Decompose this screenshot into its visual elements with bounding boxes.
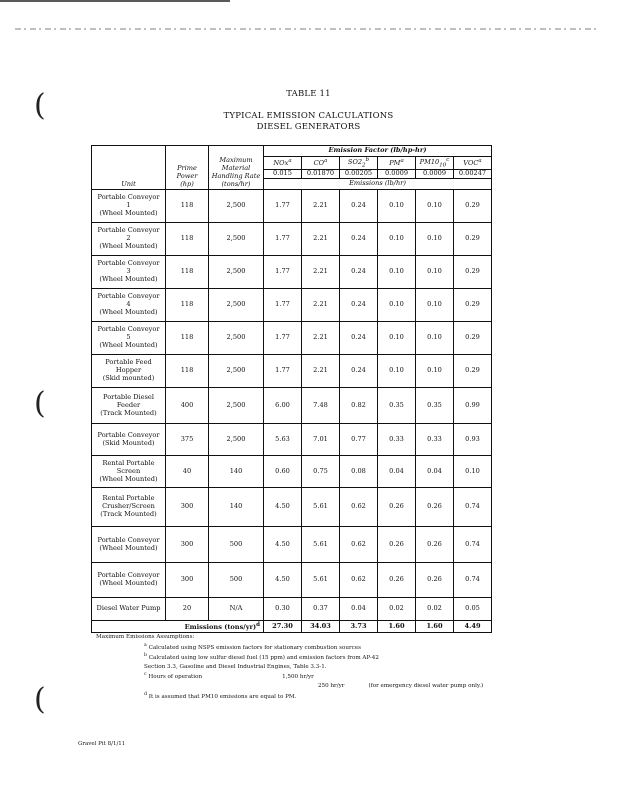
punch-hole-mark: ( xyxy=(34,682,46,717)
emission-nox-cell: 0.60 xyxy=(264,456,302,488)
table-row xyxy=(92,527,492,563)
prime-power-cell: 40 xyxy=(166,456,209,488)
emission-so2-cell: 0.08 xyxy=(340,456,378,488)
emission-pm-cell: 0.33 xyxy=(378,424,416,456)
max-rate-header-cell xyxy=(209,146,264,190)
unit-name-line: Screen xyxy=(116,466,141,475)
unit-name-line: Crusher/Screen xyxy=(102,502,155,511)
emission-co-cell: 0.37 xyxy=(302,598,340,621)
unit-cell xyxy=(92,289,166,322)
table-row xyxy=(92,190,492,223)
notes-heading: Maximum Emissions Assumptions: xyxy=(96,634,195,640)
unit-name-line: Feeder xyxy=(116,400,141,409)
unit-name-line: 3 xyxy=(126,267,131,276)
unit-name-line: Portable Conveyor xyxy=(97,535,160,544)
emission-so2-cell: 0.62 xyxy=(340,563,378,598)
emission-factor-value: 0.00247 xyxy=(454,170,492,179)
unit-header: Unit xyxy=(121,180,136,189)
emission-so2-cell: 0.62 xyxy=(340,488,378,527)
handling-rate-cell: 140 xyxy=(209,488,264,527)
footnote-marker: c xyxy=(446,157,450,163)
emission-voc-cell: 0.29 xyxy=(454,322,492,355)
unit-name-line: Portable Diesel xyxy=(103,392,154,401)
emission-so2-cell: 0.24 xyxy=(340,355,378,388)
unit-header-cell xyxy=(92,146,166,190)
unit-name-line: (Track Mounted) xyxy=(100,408,157,417)
prime-power-cell: 400 xyxy=(166,388,209,424)
emission-pm-cell: 0.26 xyxy=(378,488,416,527)
emission-nox-cell: 1.77 xyxy=(264,355,302,388)
emission-factor-value: 0.0009 xyxy=(416,170,454,179)
emission-pm10-cell: 0.26 xyxy=(416,563,454,598)
unit-name-line: 4 xyxy=(126,300,131,309)
emission-pm10-cell: 0.35 xyxy=(416,388,454,424)
emission-factor-value: 0.0009 xyxy=(378,170,416,179)
emission-pm10-cell: 0.10 xyxy=(416,355,454,388)
emission-voc-cell: 0.29 xyxy=(454,190,492,223)
prime-power-cell: 118 xyxy=(166,190,209,223)
emission-co-cell: 5.61 xyxy=(302,563,340,598)
totals-label: Emissions (tons/yr) xyxy=(184,622,257,631)
unit-name-line: Diesel Water Pump xyxy=(96,604,161,613)
emission-so2-cell: 0.82 xyxy=(340,388,378,424)
prime-power-cell: 118 xyxy=(166,223,209,256)
emissions-header: Emissions (lb/hr) xyxy=(264,179,492,190)
pollutant-name: PM10 xyxy=(419,158,440,167)
prime-power-cell: 300 xyxy=(166,563,209,598)
unit-cell xyxy=(92,598,166,621)
table-row xyxy=(92,456,492,488)
note-b-text: Calculated using low sulfur diesel fuel (15 ppm) and emission factors from AP-42 xyxy=(148,655,379,662)
emission-nox-cell: 1.77 xyxy=(264,256,302,289)
unit-cell xyxy=(92,223,166,256)
unit-name-line: 1 xyxy=(126,201,131,210)
handling-rate-cell: 500 xyxy=(209,563,264,598)
table-title-line-1: TYPICAL EMISSION CALCULATIONS xyxy=(223,111,394,121)
unit-cell xyxy=(92,322,166,355)
emission-so2-cell: 0.24 xyxy=(340,223,378,256)
emission-table xyxy=(91,145,492,633)
emission-pm10-cell: 0.10 xyxy=(416,322,454,355)
emission-voc-cell: 0.05 xyxy=(454,598,492,621)
emission-so2-cell: 0.24 xyxy=(340,190,378,223)
prime-power-cell: 118 xyxy=(166,256,209,289)
unit-name-line: Portable Feed xyxy=(105,358,152,367)
prime-power-unit: (hp) xyxy=(180,180,194,189)
table-row xyxy=(92,289,492,322)
prime-power-cell: 118 xyxy=(166,322,209,355)
emission-pm-cell: 0.26 xyxy=(378,563,416,598)
prime-power-cell: 300 xyxy=(166,527,209,563)
emission-so2-cell: 0.62 xyxy=(340,527,378,563)
emission-factor-header: Emission Factor (lb/hp-hr) xyxy=(264,146,492,157)
emission-nox-cell: 1.77 xyxy=(264,223,302,256)
table-row xyxy=(92,598,492,621)
emission-voc-cell: 0.74 xyxy=(454,563,492,598)
table-row xyxy=(92,388,492,424)
pollutant-name: VOC xyxy=(463,159,479,168)
emission-pm-cell: 0.04 xyxy=(378,456,416,488)
emission-co-cell: 5.61 xyxy=(302,488,340,527)
punch-hole-mark: ( xyxy=(34,88,46,123)
emission-co-cell: 2.21 xyxy=(302,289,340,322)
note-c-line-2 xyxy=(96,682,546,691)
emission-pm10-cell: 0.04 xyxy=(416,456,454,488)
pollutant-header xyxy=(454,157,492,170)
pollutant-name: PM xyxy=(389,159,401,168)
unit-name-line: 2 xyxy=(126,234,131,243)
prime-power-cell: 118 xyxy=(166,289,209,322)
table-row xyxy=(92,563,492,598)
note-b: $^b$ Calculated using low sulfur diesel fuel (15 ppm) and emission factors from AP-42 xyxy=(144,653,379,662)
handling-rate-cell: 2,500 xyxy=(209,289,264,322)
emission-nox-cell: 6.00 xyxy=(264,388,302,424)
table-title-line-2: DIESEL GENERATORS xyxy=(256,122,361,132)
note-a: $^a$ Calculated using NSPS emission factors for stationary combustion sources xyxy=(144,642,361,651)
unit-name-line: 5 xyxy=(126,333,131,342)
handling-rate-cell: 2,500 xyxy=(209,355,264,388)
totals-row xyxy=(92,621,492,633)
table-row xyxy=(92,424,492,456)
emission-voc-cell: 0.10 xyxy=(454,456,492,488)
handling-rate-cell: 2,500 xyxy=(209,256,264,289)
footnote-marker: a xyxy=(324,158,328,164)
unit-name-line: (Wheel Mounted) xyxy=(99,474,158,483)
footnote-marker: a xyxy=(288,158,292,164)
emission-factor-value: 0.00205 xyxy=(340,170,378,179)
note-a-text: Calculated using NSPS emission factors for stationary combustion sources xyxy=(148,644,361,651)
note-d-text: It is assumed that PM10 emissions are equal to PM. xyxy=(148,693,297,700)
table-row xyxy=(92,223,492,256)
handling-rate-cell: 2,500 xyxy=(209,223,264,256)
emission-pm-cell: 0.10 xyxy=(378,256,416,289)
emission-voc-cell: 0.99 xyxy=(454,388,492,424)
max-rate-header-l2: Material xyxy=(221,164,251,173)
emission-pm10-cell: 0.10 xyxy=(416,223,454,256)
emission-pm10-cell: 0.10 xyxy=(416,190,454,223)
pollutant-header xyxy=(378,157,416,170)
emission-nox-cell: 1.77 xyxy=(264,289,302,322)
handling-rate-cell: 2,500 xyxy=(209,322,264,355)
emission-co-cell: 7.48 xyxy=(302,388,340,424)
unit-name-line: Portable Conveyor xyxy=(97,430,160,439)
emission-pm10-cell: 0.26 xyxy=(416,527,454,563)
unit-name-line: Portable Conveyor xyxy=(97,571,160,580)
max-rate-header-l1: Maximum xyxy=(219,156,253,165)
emission-voc-cell: 0.74 xyxy=(454,527,492,563)
total-value: 1.60 xyxy=(378,621,416,633)
emission-so2-cell: 0.04 xyxy=(340,598,378,621)
total-value: 27.30 xyxy=(264,621,302,633)
emission-co-cell: 2.21 xyxy=(302,256,340,289)
emission-nox-cell: 1.77 xyxy=(264,322,302,355)
note-c-hours-1: 1,500 hr/yr xyxy=(282,674,314,681)
unit-name-line: (Wheel Mounted) xyxy=(99,242,158,251)
prime-power-header-cell xyxy=(166,146,209,190)
unit-name-line: Portable Conveyor xyxy=(97,325,160,334)
pollutant-name: SO2 xyxy=(347,158,363,167)
handling-rate-cell: N/A xyxy=(209,598,264,621)
pollutant-name: CO xyxy=(313,159,325,168)
table-row xyxy=(92,488,492,527)
emission-so2-cell: 0.24 xyxy=(340,256,378,289)
emission-co-cell: 7.01 xyxy=(302,424,340,456)
totals-label-cell xyxy=(92,621,264,633)
punch-hole-mark: ( xyxy=(34,386,46,421)
emission-pm-cell: 0.26 xyxy=(378,527,416,563)
emission-pm10-cell: 0.33 xyxy=(416,424,454,456)
footnote-marker: a xyxy=(478,158,482,164)
pollutant-header xyxy=(302,157,340,170)
emission-voc-cell: 0.29 xyxy=(454,355,492,388)
total-value: 1.60 xyxy=(416,621,454,633)
unit-name-line: (Wheel Mounted) xyxy=(99,579,158,588)
emission-pm10-cell: 0.26 xyxy=(416,488,454,527)
emission-pm10-cell: 0.10 xyxy=(416,256,454,289)
handling-rate-cell: 2,500 xyxy=(209,388,264,424)
unit-name-line: (Skid mounted) xyxy=(102,374,155,383)
unit-name-line: Rental Portable xyxy=(102,458,155,467)
emission-voc-cell: 0.74 xyxy=(454,488,492,527)
max-rate-unit: (tons/hr) xyxy=(221,180,251,189)
emission-co-cell: 2.21 xyxy=(302,322,340,355)
emission-so2-cell: 0.24 xyxy=(340,322,378,355)
emission-pm-cell: 0.10 xyxy=(378,190,416,223)
unit-name-line: (Wheel Mounted) xyxy=(99,308,158,317)
total-value: 3.73 xyxy=(340,621,378,633)
unit-cell xyxy=(92,456,166,488)
pollutant-subscript: 10 xyxy=(439,162,447,169)
pollutant-subscript: 2 xyxy=(362,162,366,169)
unit-name-line: (Skid Mounted) xyxy=(102,438,155,447)
emission-nox-cell: 0.30 xyxy=(264,598,302,621)
emission-voc-cell: 0.93 xyxy=(454,424,492,456)
emission-co-cell: 2.21 xyxy=(302,190,340,223)
emission-pm10-cell: 0.10 xyxy=(416,289,454,322)
table-row xyxy=(92,355,492,388)
prime-power-cell: 118 xyxy=(166,355,209,388)
unit-name-line: (Track Mounted) xyxy=(100,510,157,519)
assumptions-notes xyxy=(96,633,546,701)
emission-nox-cell: 4.50 xyxy=(264,527,302,563)
pollutant-header xyxy=(340,157,378,170)
prime-power-cell: 375 xyxy=(166,424,209,456)
emission-pm10-cell: 0.02 xyxy=(416,598,454,621)
unit-name-line: (Wheel Mounted) xyxy=(99,543,158,552)
pollutant-header xyxy=(416,157,454,170)
unit-cell xyxy=(92,256,166,289)
unit-cell xyxy=(92,527,166,563)
unit-cell xyxy=(92,563,166,598)
unit-cell xyxy=(92,388,166,424)
unit-cell xyxy=(92,190,166,223)
emission-so2-cell: 0.24 xyxy=(340,289,378,322)
footer-label: Gravel Pit 8/1/11 xyxy=(78,741,126,747)
emission-pm-cell: 0.10 xyxy=(378,355,416,388)
total-value: 4.49 xyxy=(454,621,492,633)
note-b-continued: Section 3.3, Gasoline and Diesel Industrial Engines, Table 3.3-1. xyxy=(144,663,327,670)
prime-power-header: Prime Power xyxy=(176,164,198,181)
handling-rate-cell: 140 xyxy=(209,456,264,488)
table-row xyxy=(92,322,492,355)
unit-name-line: (Wheel Mounted) xyxy=(99,275,158,284)
emission-factor-value: 0.015 xyxy=(264,170,302,179)
emission-pm-cell: 0.10 xyxy=(378,289,416,322)
emission-factor-value: 0.01870 xyxy=(302,170,340,179)
note-c-hours-2: 250 hr/yr xyxy=(318,682,345,689)
header-row-1 xyxy=(92,146,492,157)
handling-rate-cell: 2,500 xyxy=(209,190,264,223)
unit-cell xyxy=(92,355,166,388)
footnote-marker: d xyxy=(256,621,260,628)
emission-voc-cell: 0.29 xyxy=(454,223,492,256)
unit-cell xyxy=(92,424,166,456)
emission-nox-cell: 5.63 xyxy=(264,424,302,456)
note-c-explanation: (for emergency diesel water pump only.) xyxy=(368,682,484,689)
unit-name-line: Rental Portable xyxy=(102,494,155,503)
emission-nox-cell: 4.50 xyxy=(264,488,302,527)
emission-pm-cell: 0.02 xyxy=(378,598,416,621)
unit-name-line: Portable Conveyor xyxy=(97,226,160,235)
emission-voc-cell: 0.29 xyxy=(454,289,492,322)
unit-name-line: (Wheel Mounted) xyxy=(99,209,158,218)
handling-rate-cell: 500 xyxy=(209,527,264,563)
unit-name-line: Hopper xyxy=(115,366,142,375)
prime-power-cell: 300 xyxy=(166,488,209,527)
unit-name-line: Portable Conveyor xyxy=(97,193,160,202)
note-c-label: Hours of operation xyxy=(148,674,203,681)
footnote-marker: b xyxy=(365,157,370,163)
pollutant-header xyxy=(264,157,302,170)
footnote-marker: a xyxy=(400,158,404,164)
emission-co-cell: 0.75 xyxy=(302,456,340,488)
emission-pm-cell: 0.10 xyxy=(378,322,416,355)
emission-pm-cell: 0.10 xyxy=(378,223,416,256)
unit-cell xyxy=(92,488,166,527)
unit-name-line: Portable Conveyor xyxy=(97,292,160,301)
emission-co-cell: 2.21 xyxy=(302,223,340,256)
note-c: $^c$ Hours of operation 1,500 hr/yr xyxy=(144,672,314,681)
pollutant-name: NOx xyxy=(273,159,289,168)
table-row xyxy=(92,256,492,289)
emission-nox-cell: 1.77 xyxy=(264,190,302,223)
table-number: TABLE 11 xyxy=(286,89,331,99)
unit-name-line: (Wheel Mounted) xyxy=(99,341,158,350)
emission-voc-cell: 0.29 xyxy=(454,256,492,289)
scan-edge-line xyxy=(0,0,617,32)
emission-co-cell: 5.61 xyxy=(302,527,340,563)
emission-co-cell: 2.21 xyxy=(302,355,340,388)
note-d: $^d$ It is assumed that PM10 emissions are equal to PM. xyxy=(144,691,297,700)
max-rate-header-l3: Handling Rate xyxy=(211,172,261,181)
total-value: 34.03 xyxy=(302,621,340,633)
unit-name-line: Portable Conveyor xyxy=(97,259,160,268)
handling-rate-cell: 2,500 xyxy=(209,424,264,456)
emission-pm-cell: 0.35 xyxy=(378,388,416,424)
prime-power-cell: 20 xyxy=(166,598,209,621)
emission-so2-cell: 0.77 xyxy=(340,424,378,456)
emission-nox-cell: 4.50 xyxy=(264,563,302,598)
